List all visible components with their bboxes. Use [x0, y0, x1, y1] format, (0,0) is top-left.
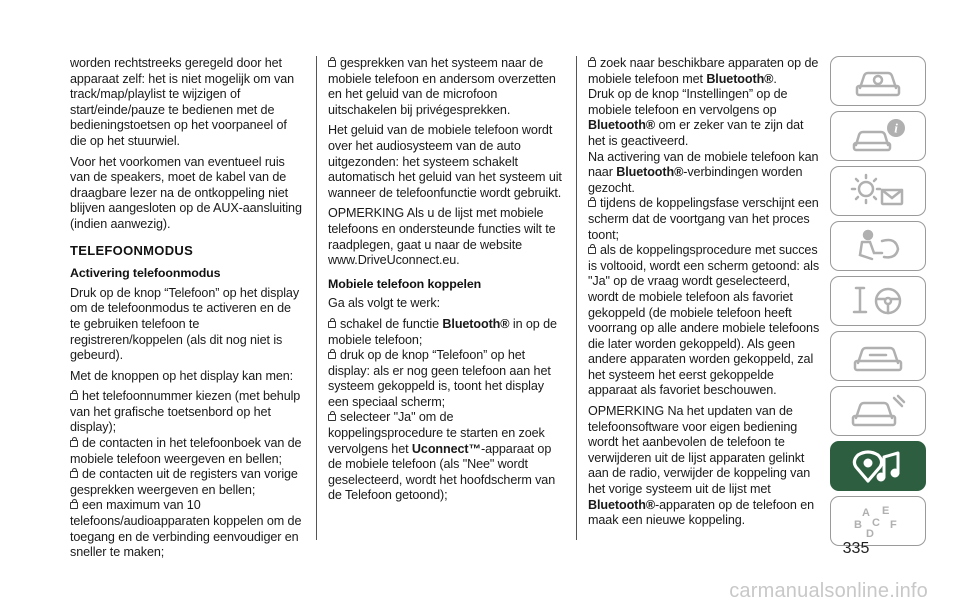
section-heading: TELEFOONMODUS	[70, 242, 194, 258]
list-item-continuation: Na activering van de mobiele telefoon kan naar Bluetooth®-verbindingen worden gezocht.	[588, 149, 819, 195]
checkbox-bullet-icon	[328, 60, 336, 67]
index-icon	[848, 502, 908, 540]
tab-driving[interactable]	[830, 276, 926, 326]
svg-text:B: B	[854, 519, 862, 531]
checkbox-bullet-icon	[328, 321, 336, 328]
checkbox-bullet-icon	[70, 393, 78, 400]
svg-text:F: F	[890, 519, 897, 531]
multimedia-icon	[848, 447, 908, 485]
list-item: selecteer "Ja" om de koppelingsprocedure te starten en zoek vervolgens het Uconnect™-apparaat op de mobiele telefoon (als "Nee" wordt geselecteerd, wordt het hoofdscherm van de Telefoon getoond);	[328, 410, 556, 503]
list-item: zoek naar beschikbare apparaten op de mobiele telefoon met Bluetooth®.	[588, 56, 819, 86]
list-item: het telefoonnummer kiezen (met behulp van het grafische toetsenbord op het display);	[70, 389, 301, 435]
tab-multimedia[interactable]	[830, 441, 926, 491]
warning-lights-icon	[848, 172, 908, 210]
subsection-heading: Mobiele telefoon koppelen	[328, 276, 482, 291]
paragraph: OPMERKING Als u de lijst met mobiele telefoons en ondersteunde functies wilt te raadplegen, gaat u naar de website www.DriveUconnect.eu.	[328, 206, 556, 268]
paragraph: Met de knoppen op het display kan men:	[70, 368, 294, 383]
tab-index[interactable]	[830, 496, 926, 546]
text-column-3	[588, 56, 820, 534]
list-item: schakel de functie Bluetooth® in op de mobiele telefoon;	[328, 316, 557, 347]
car-breakdown-icon	[848, 337, 908, 375]
text-column-2	[328, 56, 564, 504]
list-item: de contacten uit de registers van vorige gesprekken weergeven en bellen;	[70, 467, 298, 497]
checkbox-bullet-icon	[328, 352, 336, 359]
list-item: een maximum van 10 telefoons/audioapparaten koppelen om de toegang en de verbinding eenvoudiger en sneller te maken;	[70, 498, 302, 560]
paragraph: Het geluid van de mobiele telefoon wordt over het audiosysteem van de auto uitgezonden: het systeem schakelt automatisch het geluid van het systeem uit wanneer de telefoonfunctie wordt gebruikt.	[328, 123, 562, 200]
text-column-1	[70, 56, 302, 561]
tab-car-info[interactable]	[830, 111, 926, 161]
watermark: carmanualsonline.info	[729, 580, 928, 602]
checkbox-bullet-icon	[588, 247, 596, 254]
svg-text:E: E	[882, 505, 890, 517]
svg-text:A: A	[862, 507, 870, 519]
paragraph: Ga als volgt te werk:	[328, 296, 440, 311]
car-dashboard-icon	[848, 62, 908, 100]
list-item: druk op de knop “Telefoon” op het display: als er nog geen telefoon aan het systeem gekoppeld is, toont het display een speciaal scherm;	[328, 348, 551, 409]
paragraph: Voor het voorkomen van eventueel ruis van de speakers, moet de kabel van de draagbare lezer na de ontkoppeling niet blijven aangesloten op de AUX-aansluiting (indien aanwezig).	[70, 154, 302, 231]
checkbox-bullet-icon	[70, 440, 78, 447]
paragraph: worden rechtstreeks geregeld door het apparaat zelf: het is niet mogelijk om van track/map/playlist te wijzigen of start/einde/pauze te bedienen met de bedieningstoetsen op het voorpaneel of die op het stuurwiel.	[70, 56, 295, 148]
column-divider	[576, 56, 577, 540]
subsection-heading: Activering telefoonmodus	[70, 266, 221, 281]
paragraph: OPMERKING Na het updaten van de telefoonsoftware voor eigen bediening wordt het aanbevolen de telefoon te verwijderen uit de lijst apparaten gelinkt aan de radio, verwijder de koppeling van het vorige systeem uit de lijst met Bluetooth®-apparaten op de telefoon en maak een nieuwe koppeling.	[588, 404, 814, 528]
svg-text:C: C	[872, 517, 880, 529]
tab-maintenance[interactable]	[830, 386, 926, 436]
tab-safety[interactable]	[830, 221, 926, 271]
svg-text:D: D	[866, 528, 874, 540]
list-item-continuation: Druk op de knop “Instellingen” op de mobiele telefoon en vervolgens op Bluetooth® om er zeker van te zijn dat het is geactiveerd.	[588, 87, 804, 148]
car-info-icon	[848, 117, 908, 155]
checkbox-bullet-icon	[70, 502, 78, 509]
tab-dashboard[interactable]	[830, 56, 926, 106]
list-item: tijdens de koppelingsfase verschijnt een scherm dat de voortgang van het proces toont;	[588, 196, 819, 242]
checkbox-bullet-icon	[70, 471, 78, 478]
list-item: als de koppelingsprocedure met succes is voltooid, wordt een scherm getoond: als "Ja" op de vraag wordt geselecteerd, wordt de mobiele telefoon als favoriet gekoppeld (de mobiele telefoon heeft voorrang op alle andere mobiele telefoons die later worden gekoppeld). Als geen andere apparaten worden gekoppeld, zal het systeem het eerst gekoppelde apparaat als favoriet beschouwen.	[588, 243, 820, 398]
checkbox-bullet-icon	[588, 60, 596, 67]
tab-warning-lights[interactable]	[830, 166, 926, 216]
page-number: 335	[842, 540, 870, 557]
tab-emergency[interactable]	[830, 331, 926, 381]
car-maintenance-icon	[848, 392, 908, 430]
list-item: gesprekken van het systeem naar de mobiele telefoon en andersom overzetten en het geluid van de microfoon uitschakelen bij privégesprekken.	[328, 56, 556, 117]
svg-text:i: i	[894, 120, 898, 136]
checkbox-bullet-icon	[588, 200, 596, 207]
airbag-icon	[848, 227, 908, 265]
steering-wheel-icon	[848, 282, 908, 320]
paragraph: Druk op de knop “Telefoon” op het display om de telefoonmodus te activeren en de te gebruiken telefoon te registreren/koppelen (als dit nog niet is gebeurd).	[70, 285, 300, 363]
list-item: de contacten in het telefoonboek van de mobiele telefoon weergeven en bellen;	[70, 436, 302, 466]
column-divider	[316, 56, 317, 540]
checkbox-bullet-icon	[328, 414, 336, 421]
